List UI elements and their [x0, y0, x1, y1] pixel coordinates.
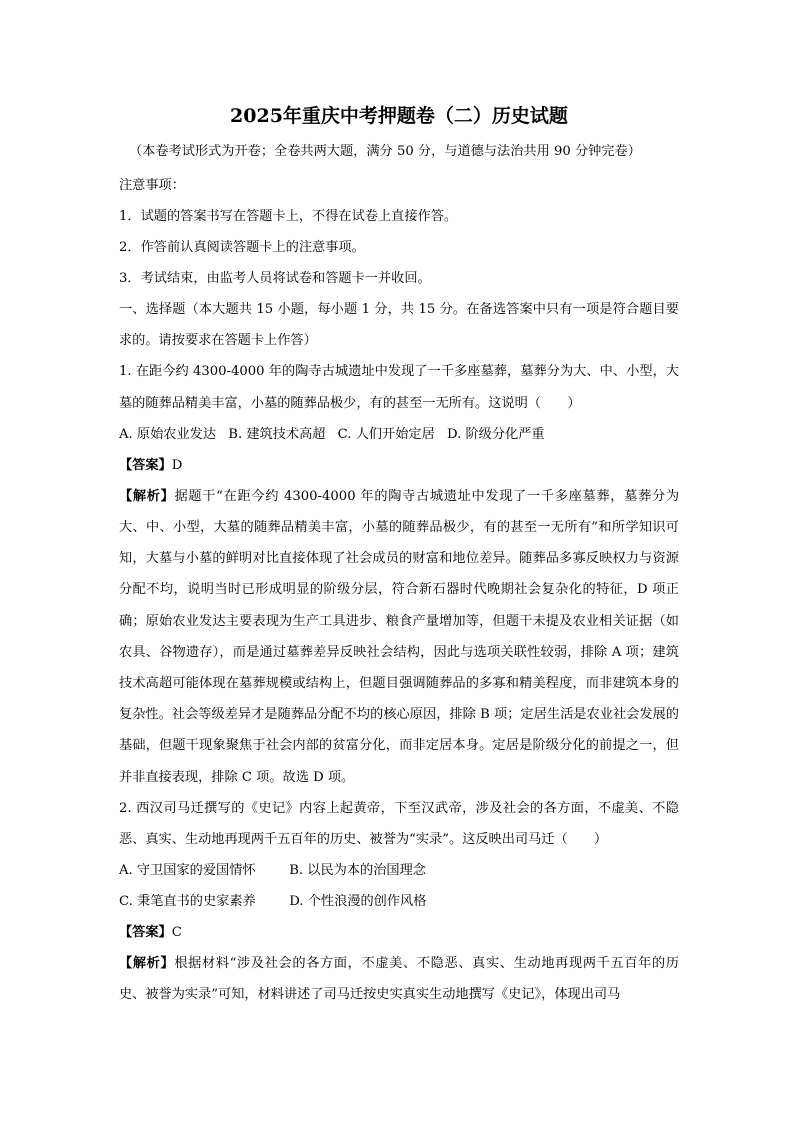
question-1-options [119, 419, 679, 450]
question-2-option-a: A. 守卫国家的爱国情怀 [119, 863, 256, 879]
question-2-option-d: D. 个性浪漫的创作风格 [289, 894, 427, 910]
question-2-option-b: B. 以民为本的治国理念 [289, 863, 426, 879]
question-1-answer [119, 450, 679, 481]
answer-label: 【答案】 [119, 457, 172, 473]
notice-item-1: 1．试题的答案书写在答题卡上，不得在试卷上直接作答。 [119, 209, 458, 224]
question-2-options-row-1 [119, 855, 679, 886]
question-1-option-b: B. 建筑技术高超 [228, 426, 326, 442]
analysis-label: 【解析】 [119, 956, 175, 972]
question-1-stem: 1. 在距今约 4300-4000 年的陶寺古城遗址中发现了一千多座墓葬，墓葬分为大、中、小型，大墓的随葬品精美丰富，小墓的随葬品极少，有的甚至一无所有。这说明（ ） [119, 364, 679, 411]
document-title: 2025年重庆中考押题卷（二）历史试题 [230, 105, 568, 127]
answer-label: 【答案】 [119, 925, 172, 941]
analysis-text: 根据材料“涉及社会的各方面，不虚美、不隐恶、真实、生动地再现两千五百年的历史、被誉为实录”可知，材料讲述了司马迁按史实真实生动地撰写《史记》，体现出司马 [119, 956, 679, 1003]
question-2-analysis [119, 948, 679, 1010]
document-subtitle: （本卷考试形式为开卷；全卷共两大题，满分 50 分，与道德与法治共用 90 分钟完卷） [129, 144, 641, 159]
question-2-option-c: C. 秉笔直书的史家素养 [119, 894, 256, 910]
analysis-text: 据题干“在距今约 4300-4000 年的陶寺古城遗址中发现了一千多座墓葬，墓葬分为大、中、小型，大墓的随葬品精美丰富，小墓的随葬品极少，有的甚至一无所有”和所学知识可知，大墓与小墓的鲜明对比直接体现了社会成员的财富和地位差异。随葬品多寡反映权力与资源分配不均，说明当时已形成明显的阶级分层，符合新石器时代晚期社会复杂化的特征，D 项正确；原始农业发达主要表现为生产工具进步、粮食产量增加等，但题干未提及农业相关证据（如农具、谷物遗存），而是通过墓葬差异反映社会结构，因此与选项关联性较弱，排除 A 项；建筑技术高超可能体现在墓葬规模或结构上，但题目强调随葬品的多寡和精美程度，而非建筑本身的复杂性。社会等级差异才是随葬品分配不均的核心原因，排除 B 项；定居生活是农业社会发展的基础，但题干现象聚焦于社会内部的贫富分化，而非定居本身。定居是阶级分化的前提之一，但并非直接表现，排除 C 项。故选 D 项。 [119, 488, 680, 785]
question-1-option-c: C. 人们开始定居 [337, 426, 435, 442]
answer-value: D [171, 457, 183, 473]
notice-item-2: 2．作答前认真阅读答题卡上的注意事项。 [119, 240, 365, 255]
question-2-answer [119, 917, 679, 948]
question-1-analysis [119, 481, 679, 793]
question-2-stem: 2. 西汉司马迁撰写的《史记》内容上起黄帝，下至汉武帝，涉及社会的各方面，不虚美、不隐恶、真实、生动地再现两千五百年的历史、被誉为“实录”。这反映出司马迁（ ） [119, 800, 679, 848]
page-content [119, 100, 679, 1011]
answer-value: C [171, 925, 182, 941]
notice-heading: 注意事项： [119, 178, 185, 193]
question-1-option-d: D. 阶级分化严重 [447, 426, 545, 442]
question-2-options-row-2 [119, 886, 679, 917]
section-heading: 一、选择题（本大题共 15 小题，每小题 1 分，共 15 分。在备选答案中只有一项是符合题目要求的。请按要求在答题卡上作答） [119, 302, 679, 349]
question-1-option-a: A. 原始农业发达 [119, 426, 217, 442]
notice-item-3: 3．考试结束，由监考人员将试卷和答题卡一并收回。 [119, 271, 431, 286]
analysis-label: 【解析】 [119, 488, 175, 504]
